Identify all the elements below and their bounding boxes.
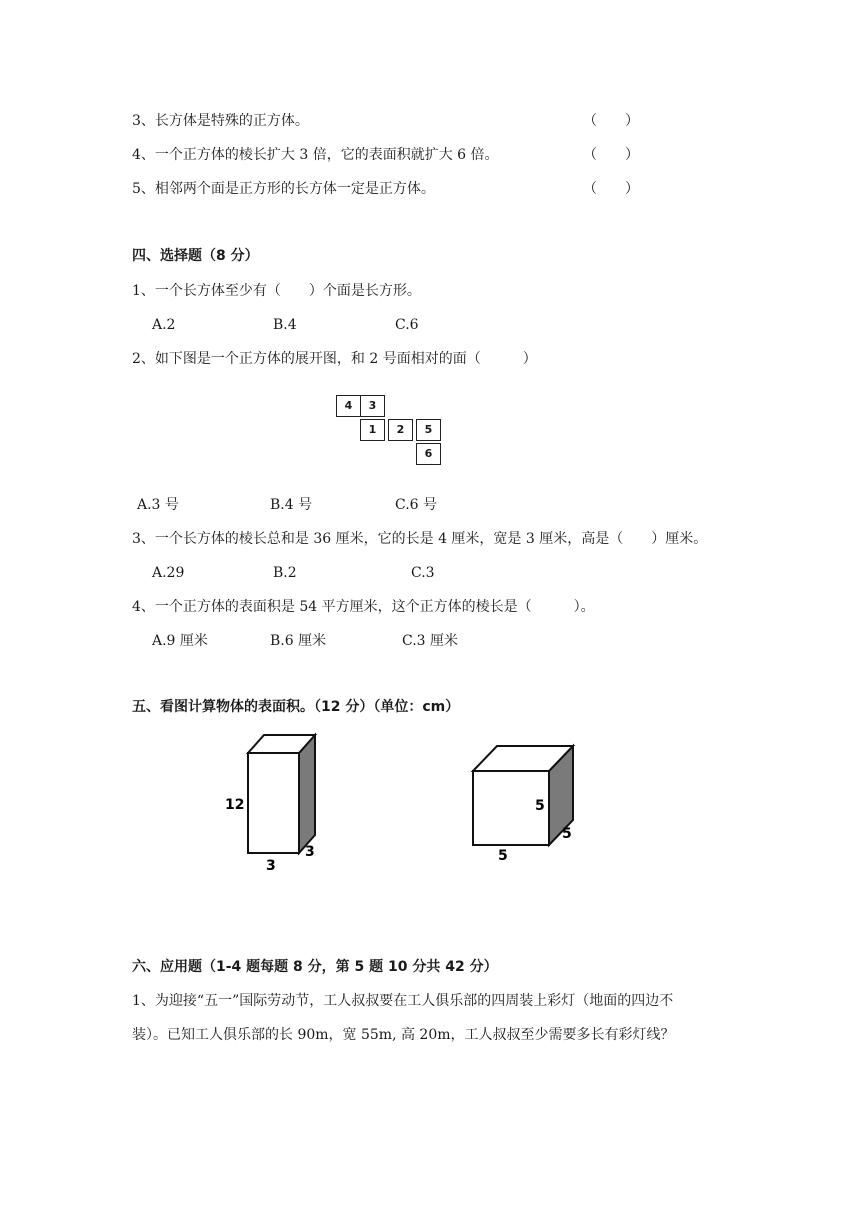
choice-q3-option-b[interactable]: B.2 [273, 565, 297, 581]
cuboid-length-label: 3 [266, 858, 276, 874]
cube-length-label: 5 [498, 848, 508, 864]
choice-q2: 2、如下图是一个正方体的展开图，和 2 号面相对的面（ ） [132, 351, 537, 367]
cuboid-height-label: 12 [225, 797, 245, 813]
answer-blank[interactable]: （ ） [583, 147, 639, 163]
choice-q4-option-b[interactable]: B.6 厘米 [270, 633, 327, 649]
cube-figure [460, 740, 585, 870]
choice-q2-option-c[interactable]: C.6 号 [395, 497, 438, 513]
net-face-6: 6 [416, 443, 441, 465]
choice-q1-option-a[interactable]: A.2 [152, 317, 176, 333]
cube-net-figure [336, 395, 442, 465]
net-face-3: 3 [360, 395, 385, 417]
choice-q4-option-c[interactable]: C.3 厘米 [402, 633, 459, 649]
cube-width-label: 5 [562, 826, 572, 842]
choice-q2-option-a[interactable]: A.3 号 [137, 497, 179, 513]
choice-q1-option-c[interactable]: C.6 [395, 317, 419, 333]
application-q1-line1: 1、为迎接“五一”国际劳动节，工人叔叔要在工人俱乐部的四周装上彩灯（地面的四边不 [132, 993, 674, 1009]
choice-q3-option-a[interactable]: A.29 [152, 565, 185, 581]
net-face-1: 1 [360, 419, 385, 441]
choice-q2-option-b[interactable]: B.4 号 [270, 497, 313, 513]
cuboid-front-face [248, 753, 299, 853]
choice-q1-option-b[interactable]: B.4 [273, 317, 297, 333]
judge-item-5: 5、相邻两个面是正方形的长方体一定是正方体。 [132, 181, 435, 197]
cube-height-label: 5 [535, 798, 545, 814]
section-heading-choice: 四、选择题（8 分） [132, 248, 259, 264]
choice-q4: 4、一个正方体的表面积是 54 平方厘米，这个正方体的棱长是（ ）。 [132, 599, 595, 615]
choice-q3: 3、一个长方体的棱长总和是 36 厘米，它的长是 4 厘米，宽是 3 厘米，高是（ ）厘米。 [132, 531, 708, 547]
net-face-5: 5 [416, 419, 441, 441]
section-heading-surface: 五、看图计算物体的表面积。（12 分）（单位：cm） [132, 699, 460, 715]
section-heading-application: 六、应用题（1-4 题每题 8 分，第 5 题 10 分共 42 分） [132, 959, 498, 975]
choice-q4-option-a[interactable]: A.9 厘米 [152, 633, 208, 649]
answer-blank[interactable]: （ ） [583, 181, 639, 197]
net-face-2: 2 [388, 419, 413, 441]
choice-q3-option-c[interactable]: C.3 [411, 565, 435, 581]
judge-item-3: 3、长方体是特殊的正方体。 [132, 113, 309, 129]
answer-blank[interactable]: （ ） [583, 113, 639, 129]
cuboid-figure [220, 730, 330, 875]
judge-item-4: 4、一个正方体的棱长扩大 3 倍，它的表面积就扩大 6 倍。 [132, 147, 499, 163]
cuboid-side-face [299, 735, 315, 853]
choice-q1: 1、一个长方体至少有（ ）个面是长方形。 [132, 283, 421, 299]
cuboid-width-label: 3 [305, 844, 315, 860]
application-q1-line2: 装）。已知工人俱乐部的长 90m，宽 55m, 高 20m，工人叔叔至少需要多长有彩灯线？ [132, 1027, 675, 1043]
net-face-4: 4 [336, 395, 361, 417]
